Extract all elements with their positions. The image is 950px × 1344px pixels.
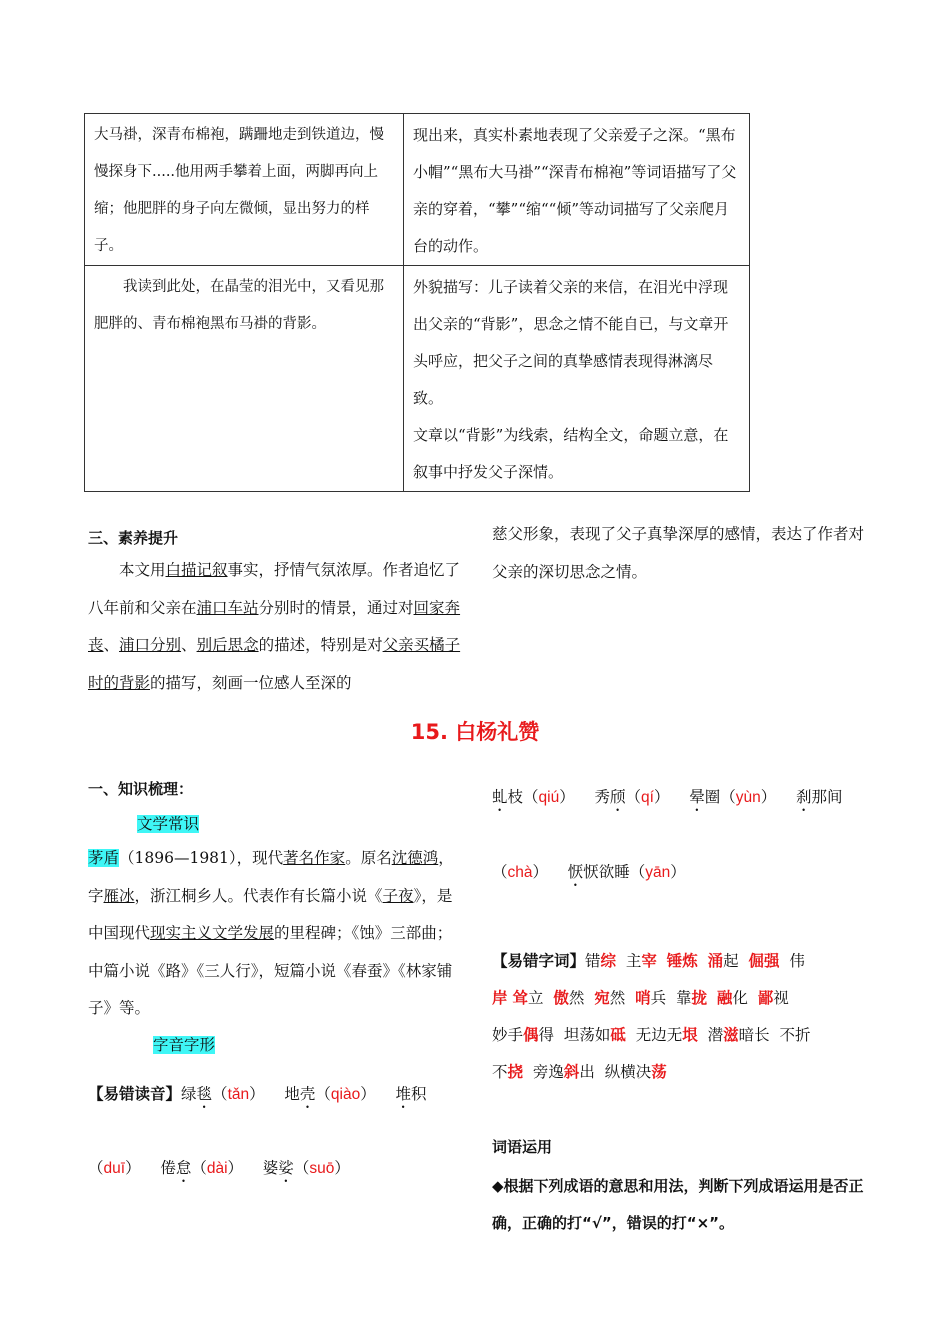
table-cell [404, 266, 750, 492]
text: 分别时的情景，通过对 [258, 598, 414, 617]
error-prone-char: 融 [716, 988, 733, 1007]
underlined-term: 回家奔丧 [88, 598, 461, 654]
underlined-term: 白描记叙 [165, 561, 228, 579]
pron-item [284, 1085, 375, 1103]
error-prone-char: 涌 [707, 951, 724, 970]
error-prone-char: 综 [600, 951, 617, 970]
pron-item [568, 863, 686, 881]
underlined-term: 父亲买橘子时的背影 [88, 636, 461, 692]
author-paragraph [88, 840, 466, 1028]
text: 、 [181, 636, 197, 654]
word-text: 暗长 不折 [738, 1026, 811, 1044]
text: 、 [103, 636, 120, 654]
error-prone-char: 倔强 [748, 951, 780, 970]
paren: ） [532, 863, 549, 881]
error-prone-char: 哨 [635, 988, 651, 1007]
pron-item [492, 863, 548, 881]
pinyin: duī [103, 1160, 126, 1177]
paren: ） [559, 788, 575, 806]
pronunciation-line [492, 860, 686, 890]
underlined-term: 浦口车站 [196, 598, 259, 617]
section-heading: 三、素养提升 [88, 529, 179, 547]
error-prone-char: 拢 [691, 988, 707, 1007]
word-text: 然 [609, 989, 636, 1007]
lit-label [137, 812, 199, 834]
dotted-char: 壳 [299, 1085, 316, 1103]
text: ，字 [88, 849, 454, 905]
word-text: 积 [410, 1085, 427, 1103]
dotted-char: 娑 [278, 1159, 294, 1177]
underlined-term: 子夜 [382, 886, 414, 905]
word-text: 潜 [697, 1026, 724, 1044]
author-name: 茅盾 [88, 849, 120, 867]
word-text: 错 [585, 952, 601, 970]
paren: （ [88, 1159, 104, 1177]
pronunciation-line [492, 785, 843, 815]
paren: （ [212, 1085, 228, 1103]
word-text [707, 989, 717, 1007]
paren: ） [125, 1159, 141, 1177]
word-text: 旁逸 [523, 1063, 564, 1081]
highlighted-label: 字音字形 [153, 1036, 216, 1054]
word-text: 立 [527, 989, 554, 1007]
paren: （ [720, 788, 736, 806]
wrong-chars-line [492, 949, 805, 971]
text: 》，是中国现代 [88, 886, 453, 942]
word-text: 主 [616, 952, 642, 970]
analysis-table [84, 113, 750, 492]
pronunciation-line [88, 1082, 426, 1112]
word-text: 不 [492, 1063, 508, 1081]
paren: ） [334, 1159, 350, 1177]
word-text: 起 [723, 952, 749, 970]
lesson-title: 15. 白杨礼赞 [410, 720, 540, 744]
paren: ） [653, 788, 670, 806]
zi-label [153, 1033, 215, 1055]
word-text: 伟 [779, 952, 805, 970]
underlined-term: 浦口分别 [119, 636, 182, 654]
paren: （ [315, 1085, 331, 1103]
table-cell: 大马褂，深青布棉袍，蹒跚地走到铁道边，慢慢探身下.....他用两手攀着上面，两脚再向上缩；他肥胖的身子向左微倾，显出努力的样子。 [85, 114, 404, 266]
word-text: 妙手 [492, 1026, 524, 1044]
paren: （ [492, 863, 508, 881]
word-text: 秀 [594, 788, 610, 806]
dotted-char: 刹 [795, 788, 812, 806]
dotted-char: 怠 [175, 1159, 192, 1177]
error-prone-char: 砥 [610, 1025, 626, 1044]
paren: ） [249, 1085, 265, 1103]
word-text: 那间 [811, 788, 843, 806]
underlined-term: 著名作家 [283, 849, 346, 867]
pron-item [594, 788, 669, 806]
text: ，浙江桐乡人。代表作有长篇小说《 [134, 886, 383, 905]
text: 的描述，特别是对 [258, 636, 383, 654]
pronunciation-label: 【易错读音】 [88, 1085, 182, 1103]
text: 。原名 [345, 849, 392, 867]
error-prone-char: 宰 [641, 951, 657, 970]
word-text: 圈 [704, 788, 721, 806]
word-text: 化 [732, 989, 758, 1007]
wrong-chars-line [492, 986, 789, 1008]
pron-item [263, 1159, 350, 1177]
word-text: 然 [568, 989, 595, 1007]
error-prone-char: 挠 [507, 1062, 524, 1081]
underlined-term: 雁冰 [103, 886, 135, 905]
error-prone-char: 滋 [723, 1025, 739, 1044]
dotted-char: 堆 [395, 1085, 411, 1103]
word-text: 绿 [181, 1085, 197, 1103]
word-text: 无边无 [625, 1026, 683, 1044]
pronunciation-line [88, 1156, 350, 1186]
section3-paragraph [88, 552, 462, 702]
pron-item [395, 1085, 426, 1103]
text: （1896—1981），现代 [119, 849, 284, 867]
section3-continued: 慈父形象，表现了父子真挚深厚的感情，表达了作者对父亲的深切思念之情。 [492, 525, 865, 581]
table-cell: 我读到此处，在晶莹的泪光中，又看见那肥胖的、青布棉袍黑布马褂的背影。 [85, 266, 404, 492]
error-prone-char: 鄙 [757, 988, 774, 1007]
word-text [698, 952, 708, 970]
wrong-chars-label: 【易错字词】 [492, 952, 586, 970]
dotted-char: 虬 [492, 788, 508, 806]
word-text [657, 952, 667, 970]
underlined-term: 别后思念 [196, 636, 259, 654]
word-text: 视 [773, 989, 789, 1007]
usage-heading: 词语运用 [492, 1138, 553, 1156]
text: 的里程碑；《蚀》三部曲；中篇小说《路》《三人行》，短篇小说《春蚕》《林家铺子》等。 [88, 924, 453, 1017]
paren: （ [523, 788, 539, 806]
pron-item [796, 788, 843, 806]
pron-item [492, 788, 575, 806]
error-prone-char: 垠 [682, 1025, 698, 1044]
pron-item [160, 1159, 243, 1177]
dotted-char: 颀 [609, 788, 626, 806]
error-prone-char: 荡 [651, 1062, 667, 1081]
paren: （ [629, 863, 646, 881]
error-prone-char: 耸 [512, 988, 528, 1007]
usage-instruction: ◆根据下列成语的意思和用法，判断下列成语运用是否正确，正确的打“√”，错误的打“×”。 [492, 1177, 864, 1232]
wrong-chars-text [492, 989, 789, 1007]
pinyin: tǎn [227, 1086, 250, 1103]
pinyin: chà [507, 864, 533, 881]
dotted-char: 晕 [689, 788, 705, 806]
word-text: 婆 [262, 1159, 279, 1177]
pinyin: yān [645, 864, 671, 881]
error-prone-char: 斜 [563, 1062, 580, 1081]
wrong-chars-text [492, 1026, 811, 1044]
wrong-chars-line [492, 1023, 811, 1045]
error-prone-char: 偶 [523, 1025, 539, 1044]
pinyin: dài [206, 1160, 228, 1177]
paren: （ [625, 788, 642, 806]
error-prone-char: 宛 [594, 988, 610, 1007]
pron-item [88, 1159, 141, 1177]
word-text: 得 坦荡如 [538, 1026, 611, 1044]
wrong-chars-text [585, 952, 805, 970]
error-prone-char: 岸 [492, 988, 508, 1007]
table-row [85, 266, 750, 492]
pron-item [689, 788, 776, 806]
wrong-chars-text [492, 1063, 667, 1081]
text: 事实，抒情气氛浓厚。作者追忆了八年前和父亲在 [88, 561, 461, 617]
word-text: 地 [284, 1085, 300, 1103]
word-text: 枝 [507, 788, 524, 806]
word-text: 倦 [160, 1159, 176, 1177]
paren: ） [760, 788, 777, 806]
word-text: 兵 靠 [650, 989, 692, 1007]
pinyin: qiú [538, 789, 560, 806]
pron-item [181, 1085, 265, 1103]
table-row [85, 114, 750, 266]
word-text: 恹欲睡 [583, 863, 630, 881]
error-prone-char: 锤炼 [666, 951, 698, 970]
highlighted-label: 文学常识 [137, 815, 200, 833]
table-cell: 现出来，真实朴素地表现了父亲爱子之深。“黑布小帽”“黑布大马褂”“深青布棉袍”等词语描写了父亲的穿着，“攀”“缩““倾”等动词描写了父亲爬月台的动作。 [404, 114, 750, 266]
dotted-char: 恹 [567, 863, 584, 881]
pinyin: qí [641, 789, 654, 806]
section-heading: 一、知识梳理： [88, 780, 194, 798]
pinyin: suō [309, 1160, 335, 1177]
pinyin: qiào [330, 1086, 361, 1103]
paren: （ [191, 1159, 207, 1177]
pinyin: yùn [735, 789, 761, 806]
underlined-term: 沈德鸿 [391, 849, 439, 867]
error-prone-char: 傲 [553, 988, 569, 1007]
wrong-chars-line [492, 1060, 667, 1082]
paren: ） [670, 863, 686, 881]
cell-paragraph: 外貌描写：儿子读着父亲的来信，在泪光中浮现出父亲的“背影”，思念之情不能自已，与文章开头呼应，把父子之间的真挚感情表现得淋漓尽致。 [413, 278, 729, 407]
text: 的描写，刻画一位感人至深的 [150, 673, 352, 692]
dotted-char: 毯 [196, 1085, 213, 1103]
paren: （ [293, 1159, 310, 1177]
cell-paragraph: 文章以“背影”为线索，结构全文，命题立意，在叙事中抒发父子深情。 [413, 426, 729, 481]
text: 本文用 [119, 561, 166, 579]
underlined-term: 现实主义文学发展 [150, 924, 275, 942]
word-text: 出 纵横决 [579, 1063, 652, 1081]
paren: ） [360, 1085, 376, 1103]
paren: ） [227, 1159, 244, 1177]
